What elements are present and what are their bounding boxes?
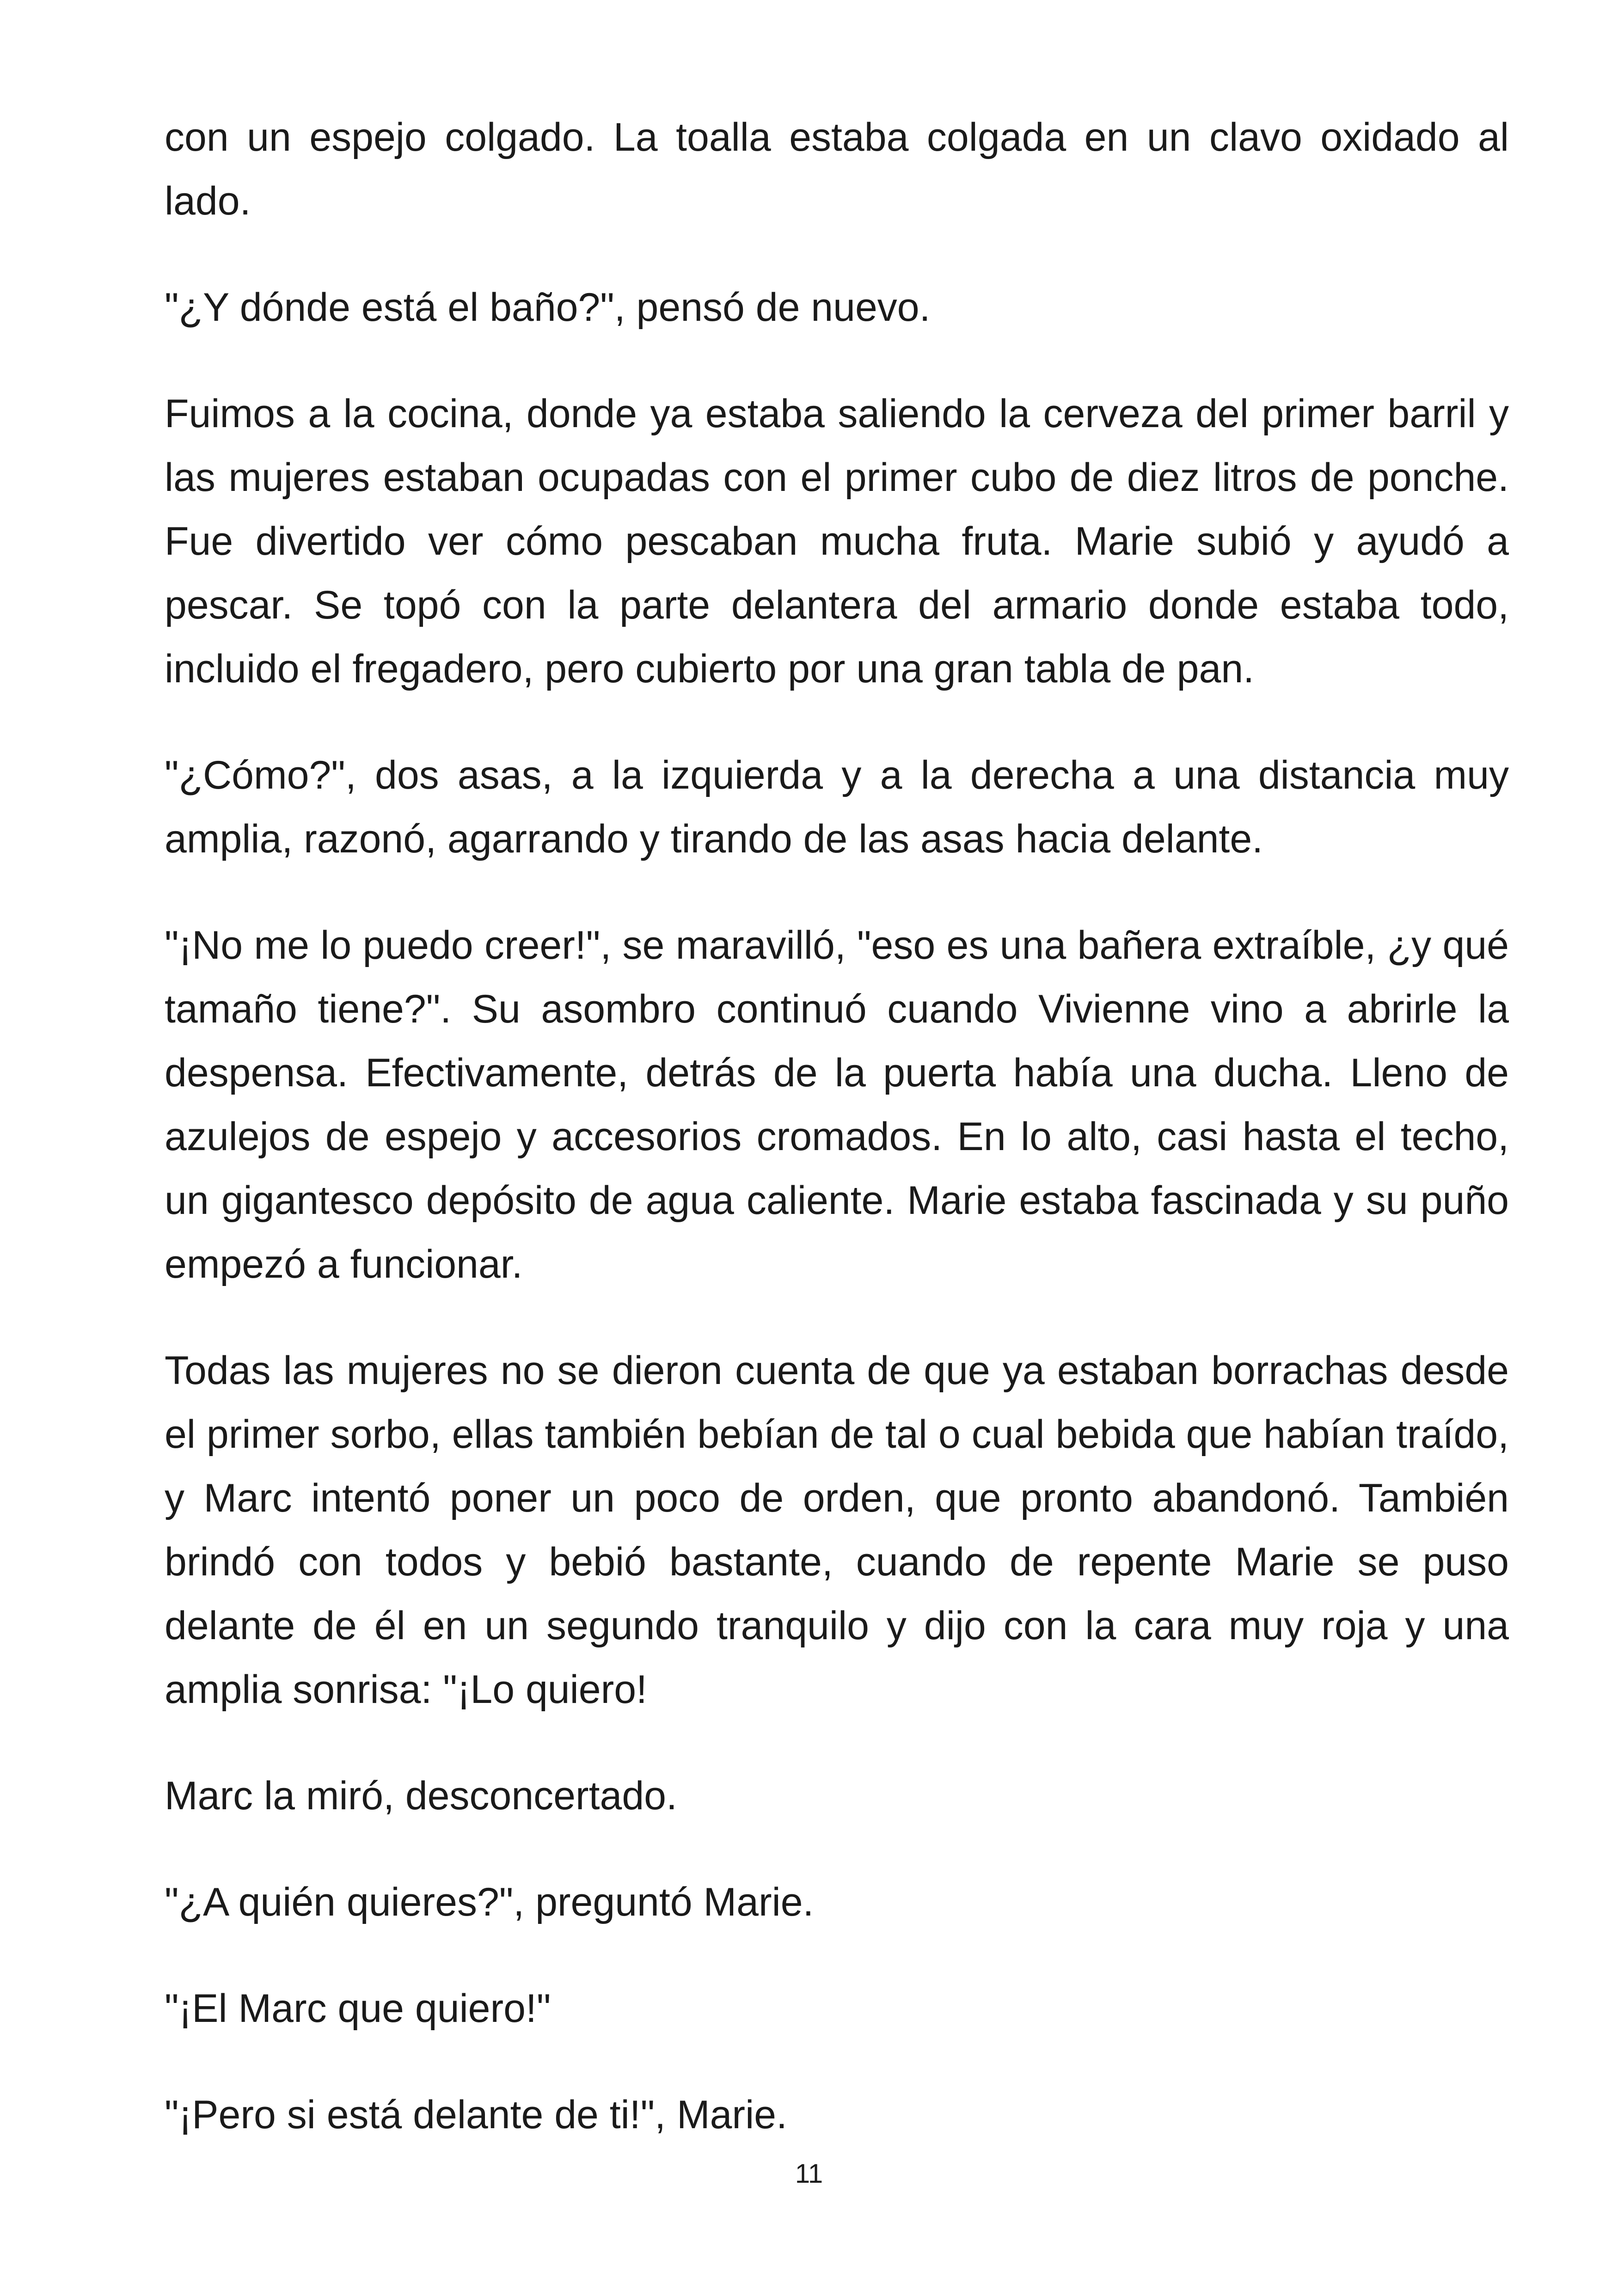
paragraph-10: "¡Pero si está delante de ti!", Marie.: [165, 2093, 787, 2137]
paragraph-7: Marc la miró, desconcertado.: [165, 1774, 677, 1818]
paragraph-9: "¡El Marc que quiero!": [165, 1986, 551, 2031]
paragraph-4: "¿Cómo?", dos asas, a la izquierda y a la derecha a una distancia muy amplia, razonó, agarrando y tirando de las asas hacia delante.: [165, 753, 1509, 861]
paragraph-6: Todas las mujeres no se dieron cuenta de que ya estaban borrachas desde el primer sorbo, ellas también bebían de tal o cual bebida que habían traído, y Marc intentó poner un poco de orden, que pronto abandonó. También brindó con todos y bebió bastante, cuando de repente Marie se puso delante de él en un segundo tranquilo y dijo con la cara muy roja y una amplia sonrisa: "¡Lo quiero!: [165, 1348, 1509, 1712]
paragraph-1: con un espejo colgado. La toalla estaba colgada en un clavo oxidado al lado.: [165, 115, 1509, 223]
paragraph-2: "¿Y dónde está el baño?", pensó de nuevo.: [165, 285, 931, 330]
paragraph-5: "¡No me lo puedo creer!", se maravilló, "eso es una bañera extraíble, ¿y qué tamaño tiene?". Su asombro continuó cuando Vivienne vino a abrirle la despensa. Efectivamente, detrás de la puerta había una ducha. Lleno de azulejos de espejo y accesorios cromados. En lo alto, casi hasta el techo, un gigantesco depósito de agua caliente. Marie estaba fascinada y su puño empezó a funcionar.: [165, 923, 1509, 1286]
paragraph-3: Fuimos a la cocina, donde ya estaba saliendo la cerveza del primer barril y las mujeres estaban ocupadas con el primer cubo de diez litros de ponche. Fue divertido ver cómo pescaban mucha fruta. Marie subió y ayudó a pescar. Se topó con la parte delantera del armario donde estaba todo, incluido el fregadero, pero cubierto por una gran tabla de pan.: [165, 392, 1509, 691]
page-number: 11: [795, 2159, 823, 2189]
body-text: [165, 105, 1509, 2189]
paragraph-8: "¿A quién quieres?", preguntó Marie.: [165, 1880, 814, 1924]
